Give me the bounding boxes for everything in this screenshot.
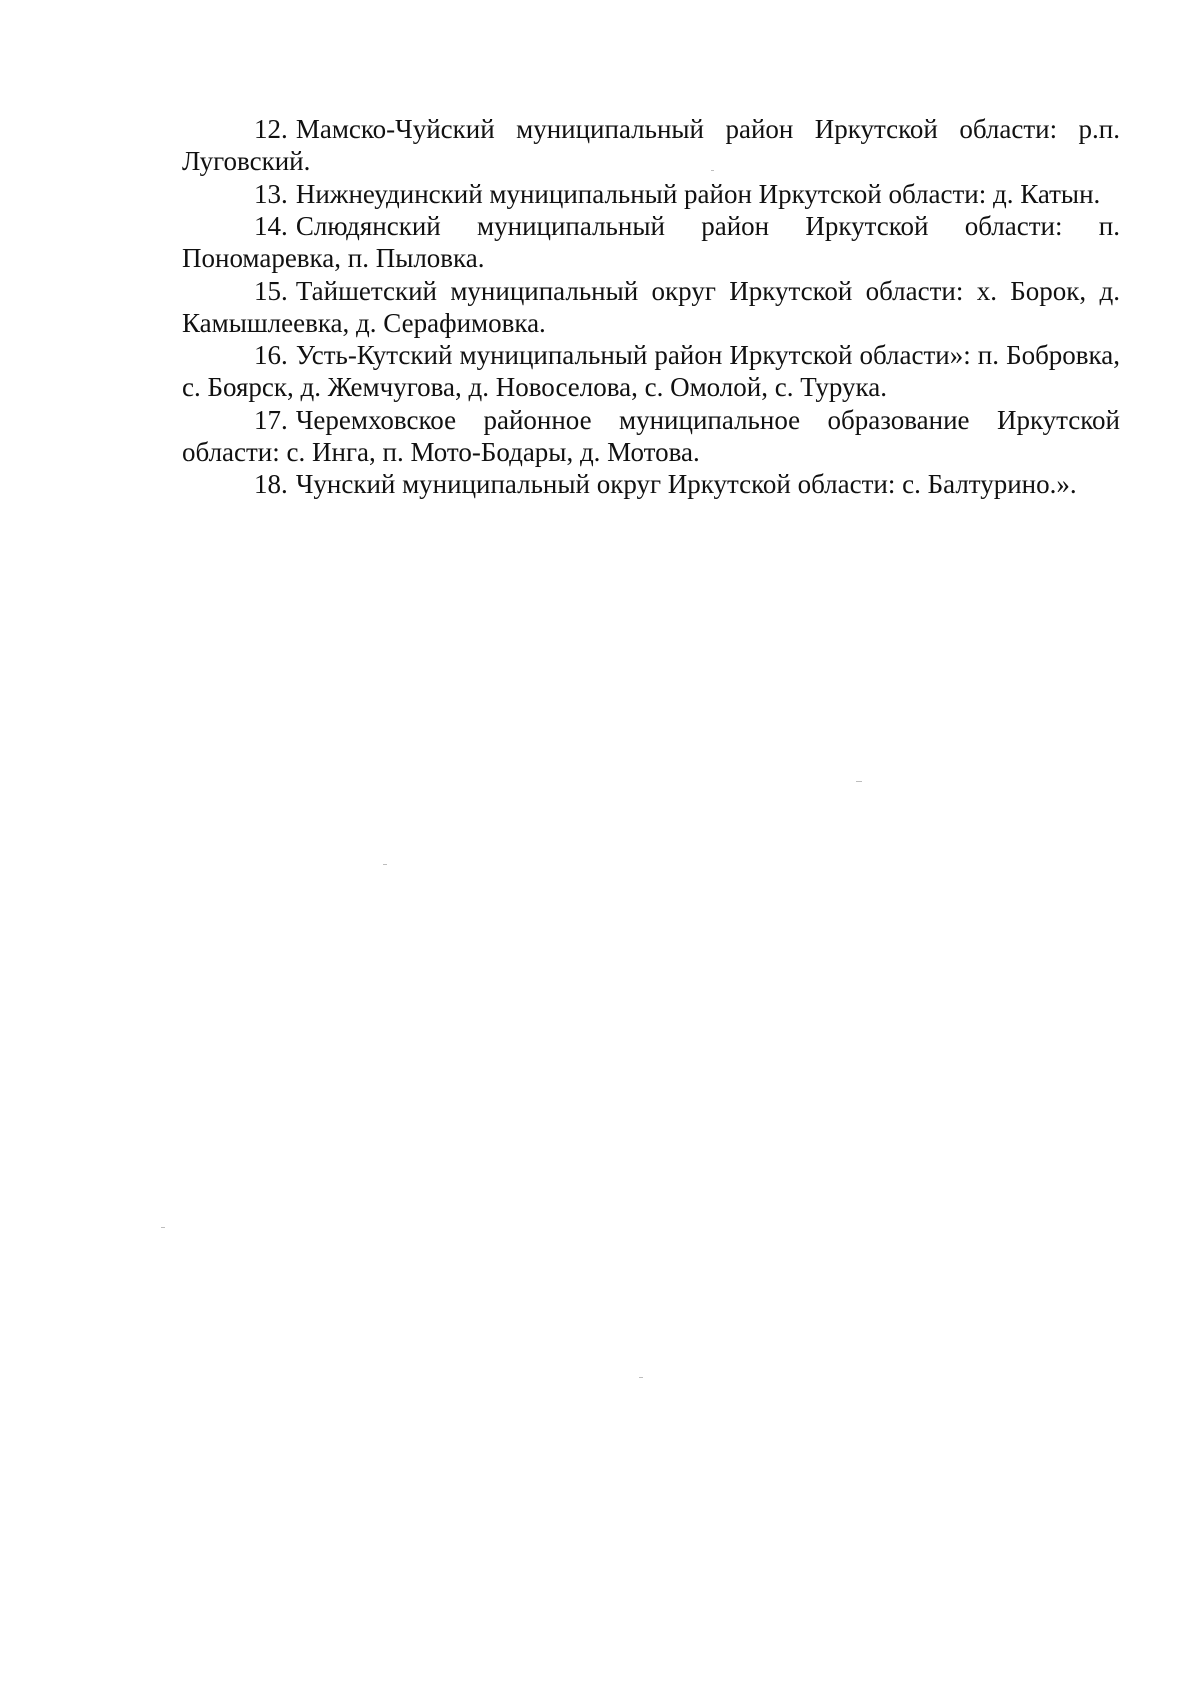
item-number: 14. (254, 211, 288, 241)
item-text: Чунский муниципальный округ Иркутской области: с. Балтурино.». (295, 469, 1077, 499)
list-item-15 (182, 275, 1120, 339)
document-body (182, 113, 1120, 501)
item-text: Усть-Кутский муниципальный район Иркутской области»: п. Бобровка, с. Боярск, д. Жемчугова, д. Новоселова, с. Омолой, с. Турука. (182, 340, 1120, 402)
item-number: 15. (254, 275, 288, 306)
item-text: Мамско-Чуйский муниципальный район Иркутской области: р.п. Луговский. (182, 114, 1120, 176)
list-item-13 (182, 178, 1120, 210)
list-item-14 (182, 210, 1120, 274)
list-item-17 (182, 404, 1120, 468)
item-number: 16. (254, 340, 288, 370)
item-number: 13. (254, 178, 288, 209)
list-item-12 (182, 113, 1120, 177)
scan-speck (711, 170, 714, 171)
item-text: Слюдянский муниципальный район Иркутской области: п. Пономаревка, п. Пыловка. (182, 211, 1120, 273)
item-number: 17. (254, 404, 288, 435)
list-item-16 (182, 339, 1120, 403)
list-item-18 (182, 468, 1120, 500)
scan-speck (856, 781, 862, 782)
scan-speck (383, 864, 387, 865)
scan-speck (639, 1377, 643, 1378)
item-number: 18. (254, 469, 288, 499)
item-text: Тайшетский муниципальный округ Иркутской области: х. Борок, д. Камышлеевка, д. Серафимовка. (182, 275, 1120, 338)
scan-speck (161, 1227, 165, 1228)
item-text: Нижнеудинский муниципальный район Иркутской области: д. Катын. (295, 178, 1101, 209)
item-text: Черемховское районное муниципальное образование Иркутской области: с. Инга, п. Мото-Бодары, д. Мотова. (182, 404, 1120, 467)
item-number: 12. (254, 114, 288, 144)
